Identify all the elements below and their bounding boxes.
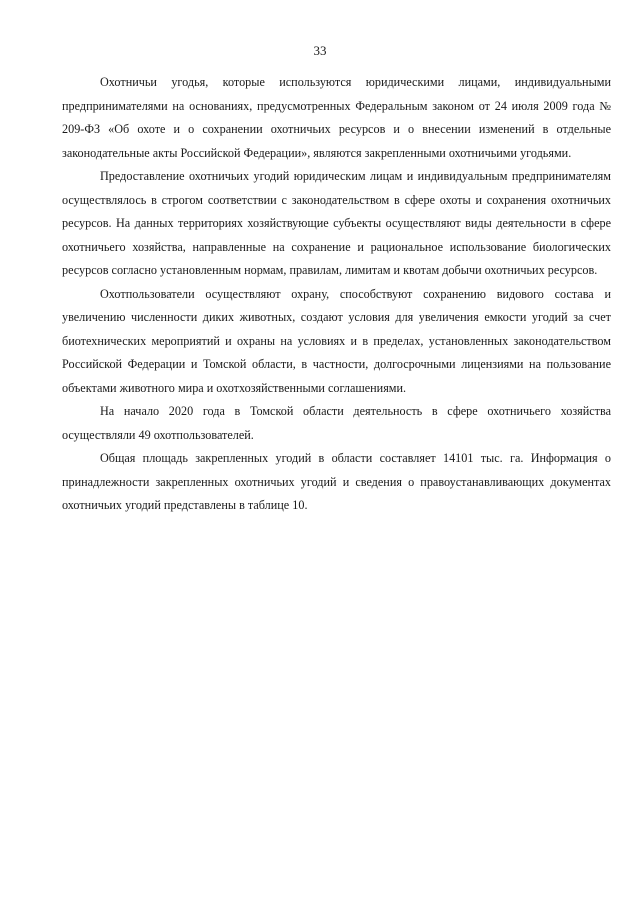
paragraph-grounds-provision: Предоставление охотничьих угодий юридическим лицам и индивидуальным предпринимателям осуществлялось в строгом соответствии с законодательством в сфере охоты и сохранения охотничьих ресурсов. На данных территориях хозяйствующие субъекты осуществляют виды деятельности в сфере охотничьего хозяйства, направленные на сохранение и рациональное использование биологических ресурсов согласно установленным нормам, правилам, лимитам и квотам добычи охотничьих ресурсов. xyxy=(62,169,611,277)
paragraph-users-count: На начало 2020 года в Томской области деятельность в сфере охотничьего хозяйства осуществляли 49 охотпользователей. xyxy=(62,404,611,442)
paragraph-hunting-users-duties: Охотпользователи осуществляют охрану, способствуют сохранению видового состава и увеличению численности диких животных, создают условия для увеличения емкости угодий за счет биотехнических мероприятий и охраны на условиях и в пределах, установленных законодательством Российской Федерации и Томской области, в частности, долгосрочными лицензиями на пользование объектами животного мира и охотхозяйственными соглашениями. xyxy=(62,286,611,395)
page-number: 33 xyxy=(313,43,327,58)
paragraph-total-area: Общая площадь закрепленных угодий в области составляет 14101 тыс. га. Информация о принадлежности закрепленных охотничьих угодий и сведения о правоустанавливающих документах охотничьих угодий представлены в таблице 10. xyxy=(62,451,611,512)
document-body xyxy=(62,71,611,518)
paragraph-hunting-grounds-definition: Охотничьи угодья, которые используются юридическими лицами, индивидуальными предпринимателями на основаниях, предусмотренных Федеральным законом от 24 июля 2009 года № 209-ФЗ «Об охоте и о сохранении охотничьих ресурсов и о внесении изменений в отдельные законодательные акты Российской Федерации», являются закрепленными охотничьими угодьями. xyxy=(62,75,611,160)
